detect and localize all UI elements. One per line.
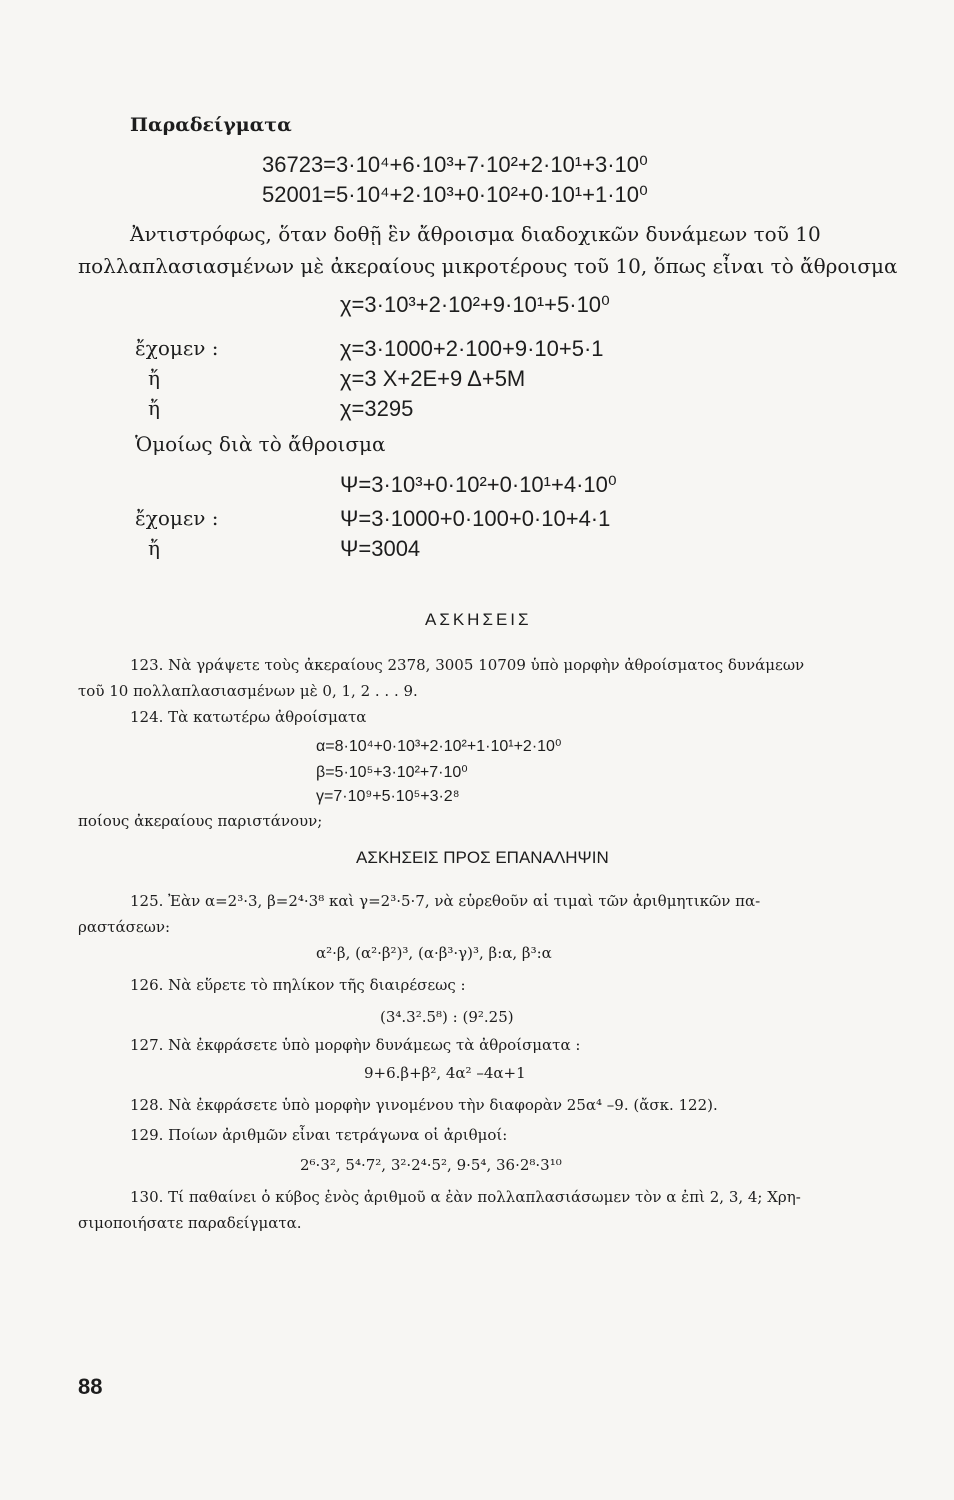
exercise-127-line-1: 127. Νὰ ἐκφράσετε ὑπὸ μορφὴν δυνάμεως τὰ ἀθροίσματα : [130,1036,581,1054]
exercise-125-line-1: 125. Ἐὰν α=2³·3, β=2⁴·3⁸ καὶ γ=2³·5·7, νὰ εὑρεθοῦν αἱ τιμαὶ τῶν ἀριθμητικῶν πα- [130,892,761,910]
exercise-126-line-1: 126. Νὰ εὕρετε τὸ πηλίκον τῆς διαιρέσεως : [130,976,466,994]
psi-equation-2: Ψ=3·1000+0·100+0·10+4·1 [340,506,611,531]
exercise-124-line-1: 124. Τὰ κατωτέρω ἀθροίσματα [130,708,367,726]
psi-equation-3: Ψ=3004 [340,536,421,561]
label-or: ἤ [148,536,160,560]
chi-equation-1: χ=3·10³+2·10²+9·10¹+5·10⁰ [340,292,610,317]
exercise-125-line-2: ραστάσεων: [78,918,171,936]
exercise-125-expressions: α²·β, (α²·β²)³, (α·β³·γ)³, β:α, β³:α [316,944,552,962]
chi-equation-2: χ=3·1000+2·100+9·10+5·1 [340,336,604,361]
exercise-124-beta: β=5·10⁵+3·10²+7·10⁰ [316,764,468,781]
exercise-126-expression: (3⁴.3².5⁸) : (9².25) [380,1008,514,1026]
exercise-128-line-1: 128. Νὰ ἐκφράσετε ὑπὸ μορφὴν γινομένου τὴν διαφορὰν 25α⁴ –9. (ἄσκ. 122). [130,1096,718,1114]
label-or: ἤ [148,396,160,420]
section-heading: Παραδείγματα [130,114,292,136]
example-equation-2: 52001=5·10⁴+2·10³+0·10²+0·10¹+1·10⁰ [262,182,648,207]
psi-equation-1: Ψ=3·10³+0·10²+0·10¹+4·10⁰ [340,472,617,497]
exercise-130-line-2: σιμοποιήσατε παραδείγματα. [78,1214,302,1232]
exercise-124-alpha: α=8·10⁴+0·10³+2·10²+1·10¹+2·10⁰ [316,738,562,755]
label-echomen: ἔχομεν : [135,336,219,360]
example-equation-1: 36723=3·10⁴+6·10³+7·10²+2·10¹+3·10⁰ [262,152,648,177]
exercises-title: ΑΣΚΗΣΕΙΣ [425,610,532,629]
chi-equation-4: χ=3295 [340,396,414,421]
label-or: ἤ [148,366,160,390]
page-number: 88 [78,1374,103,1399]
paragraph-line: πολλαπλασιασμένων μὲ ἀκεραίους μικροτέρους τοῦ 10, ὅπως εἶναι τὸ ἄθροισμα [78,254,898,278]
exercise-129-line-1: 129. Ποίων ἀριθμῶν εἶναι τετράγωνα οἱ ἀριθμοί: [130,1126,508,1144]
exercise-123-line-2: τοῦ 10 πολλαπλασιασμένων μὲ 0, 1, 2 . . . 9. [78,682,418,700]
paragraph-line: Ἀντιστρόφως, ὅταν δοθῇ ἓν ἄθροισμα διαδοχικῶν δυνάμεων τοῦ 10 [130,222,821,246]
exercise-124-question: ποίους ἀκεραίους παριστάνουν; [78,812,323,830]
exercise-123-line-1: 123. Νὰ γράψετε τοὺς ἀκεραίους 2378, 3005 10709 ὑπὸ μορφὴν ἀθροίσματος δυνάμεων [130,656,805,674]
exercise-127-expression: 9+6.β+β², 4α² –4α+1 [364,1064,526,1082]
exercise-130-line-1: 130. Τί παθαίνει ὁ κύβος ἑνὸς ἀριθμοῦ α ἐὰν πολλαπλασιάσωμεν τὸν α ἐπὶ 2, 3, 4; Χρη- [130,1188,801,1206]
review-exercises-title: ΑΣΚΗΣΕΙΣ ΠΡΟΣ ΕΠΑΝΑΛΗΨΙΝ [356,848,609,867]
exercise-124-gamma: γ=7·10⁹+5·10⁵+3·2⁸ [316,788,460,805]
chi-equation-3: χ=3 Χ+2Ε+9 Δ+5Μ [340,366,526,391]
label-echomen: ἔχομεν : [135,506,219,530]
paragraph-line: Ὁμοίως διὰ τὸ ἄθροισμα [135,432,386,456]
exercise-129-expression: 2⁶·3², 5⁴·7², 3²·2⁴·5², 9·5⁴, 36·2⁸·3¹⁰ [300,1156,562,1174]
